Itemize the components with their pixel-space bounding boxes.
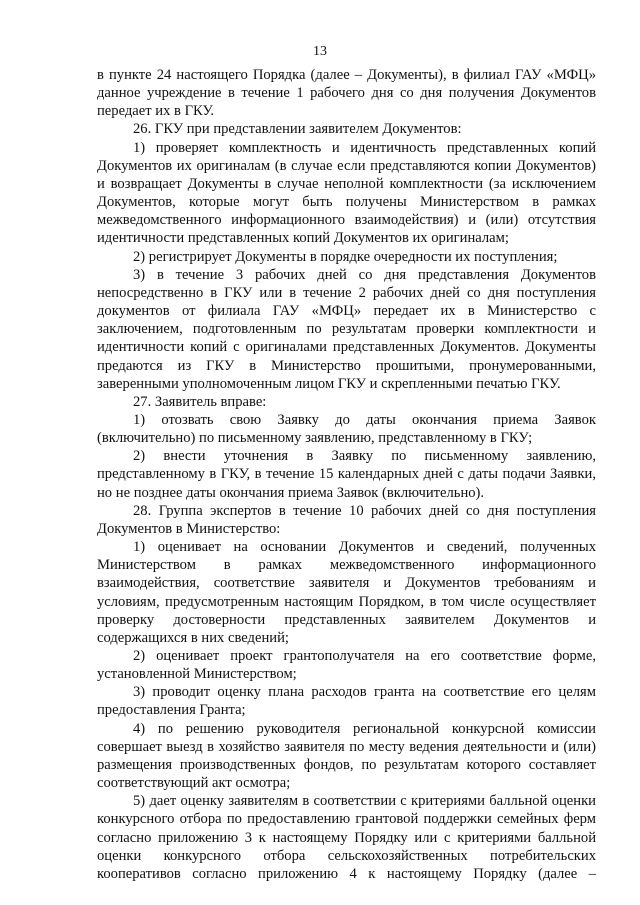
paragraph: 2) внести уточнения в Заявку по письменному заявлению, представленному в ГКУ, в течение 15 календарных дней с даты подачи Заявки, но не позднее даты окончания приема Заявок (включительно). bbox=[97, 448, 596, 501]
paragraph: 3) в течение 3 рабочих дней со дня представления Документов непосредственно в ГКУ или в течение 2 рабочих дней со дня поступления документов от филиала ГАУ «МФЦ» передает их в Министерство с заключением, подготовленным по результатам проверки комплектности и идентичности копий с оригиналами представленных Документов. Документы предаются из ГКУ в Министерство прошитыми, пронумерованными, заверенными уполномоченным лицом ГКУ и скрепленными печатью ГКУ. bbox=[97, 266, 596, 392]
paragraph: 5) дает оценку заявителям в соответствии с критериями балльной оценки конкурсного отбора по предоставлению грантовой поддержки семейных ферм согласно приложению 3 к настоящему Порядку или с критериями балльной оценки конкурсного отбора сельскохозяйственных потребительских кооперативов согласно приложению 4 к настоящему Порядку (далее – bbox=[97, 793, 596, 882]
paragraph: 26. ГКУ при представлении заявителем Документов: bbox=[133, 121, 462, 138]
paragraph: в пункте 24 настоящего Порядка (далее – Документы), в филиал ГАУ «МФЦ» данное учреждение в течение 1 рабочего дня со дня получения Документов передает их в ГКУ. bbox=[97, 67, 596, 120]
paragraph: 1) оценивает на основании Документов и сведений, полученных Министерством в рамках межведомственного информационного взаимодействия, соответствие заявителя и Документов требованиям и условиям, предусмотренным настоящим Порядком, в том числе осуществляет проверку достоверности представленных заявителем Документов и содержащихся в них сведений; bbox=[97, 539, 596, 646]
paragraph: 4) по решению руководителя региональной конкурсной комиссии совершает выезд в хозяйство заявителя по месту ведения деятельности и (или) размещения производственных фондов, по результатам которого составляет соответствующий акт осмотра; bbox=[97, 720, 596, 792]
document-body bbox=[97, 66, 596, 883]
paragraph: 1) проверяет комплектность и идентичность представленных копий Документов их оригиналам (в случае если представляются копии Документов) и возвращает Документы в случае неполной комплектности (за исключением Документов, которые могут быть получены Министерством в рамках межведомственного информационного взаимодействия) и (или) отсутствия идентичности представленных копий Документов их оригиналам; bbox=[97, 139, 596, 247]
paragraph: 2) оценивает проект грантополучателя на его соответствие форме, установленной Министерством; bbox=[97, 648, 596, 683]
paragraph: 28. Группа экспертов в течение 10 рабочих дней со дня поступления Документов в Министерство: bbox=[97, 502, 596, 537]
paragraph: 3) проводит оценку плана расходов гранта на соответствие его целям предоставления Гранта; bbox=[97, 684, 596, 719]
paragraph: 27. Заявитель вправе: bbox=[133, 393, 267, 410]
paragraph: 2) регистрирует Документы в порядке очередности их поступления; bbox=[133, 248, 558, 265]
paragraph: 1) отозвать свою Заявку до даты окончания приема Заявок (включительно) по письменному заявлению, представленному в ГКУ; bbox=[97, 411, 596, 447]
page-number: 13 bbox=[313, 44, 327, 59]
